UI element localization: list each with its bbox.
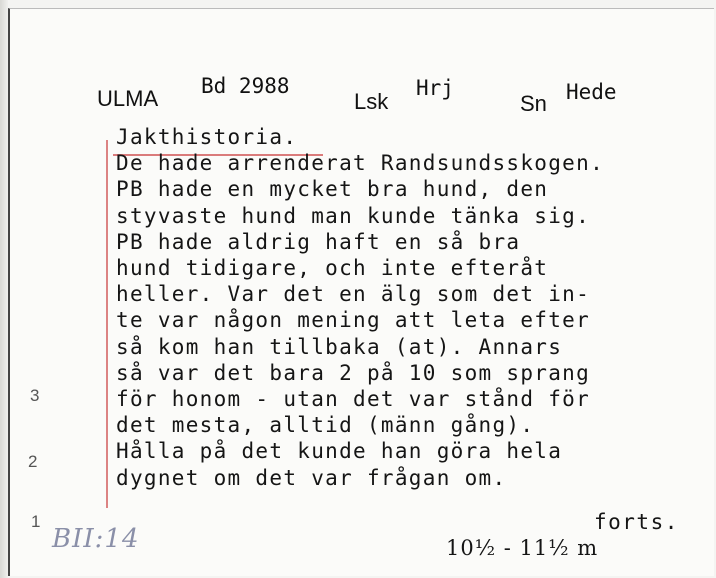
story-line: så kom han tillbaka (at). Annars — [116, 334, 563, 359]
story-title: Jakthistoria. — [116, 125, 298, 149]
story-line: Hålla på det kunde han göra hela — [116, 439, 563, 464]
district-value: Hrj — [416, 76, 454, 100]
card-edge-shadow — [0, 0, 8, 578]
story-line: dygnet om det var frågan om. — [116, 465, 507, 490]
parish-label: Sn — [520, 91, 547, 116]
side-number: 2 — [28, 452, 38, 471]
story-line: så var det bara 2 på 10 som sprang — [116, 360, 591, 385]
story-line: styvaste hund man kunde tänka sig. — [116, 203, 591, 228]
story-line: PB hade en mycket bra hund, den — [116, 177, 549, 202]
story-line: hund tidigare, och inte efteråt — [116, 256, 549, 281]
parish-value: Hede — [566, 80, 617, 104]
continuation-note: forts. — [594, 510, 679, 534]
district-label: Lsk — [354, 89, 389, 114]
red-margin-line — [106, 140, 108, 508]
side-number: 3 — [30, 386, 40, 405]
handwritten-signature: BII:14 — [52, 524, 140, 554]
page-range: 10½ - 11½ m — [446, 536, 599, 560]
volume-number: Bd 2988 — [201, 74, 290, 98]
story-line: för honom - utan det var stånd för — [116, 387, 591, 412]
story-line: De hade arrenderat Randsundsskogen. — [116, 151, 605, 176]
story-line: det mesta, alltid (männ gång). — [116, 413, 535, 438]
story-text — [116, 124, 604, 491]
side-number: 1 — [31, 512, 41, 531]
archive-code: ULMA — [97, 86, 159, 111]
story-line: heller. Var det en älg som det in- — [116, 282, 591, 307]
story-line: PB hade aldrig haft en så bra — [116, 229, 521, 254]
story-line: te var någon mening att leta efter — [116, 308, 591, 333]
